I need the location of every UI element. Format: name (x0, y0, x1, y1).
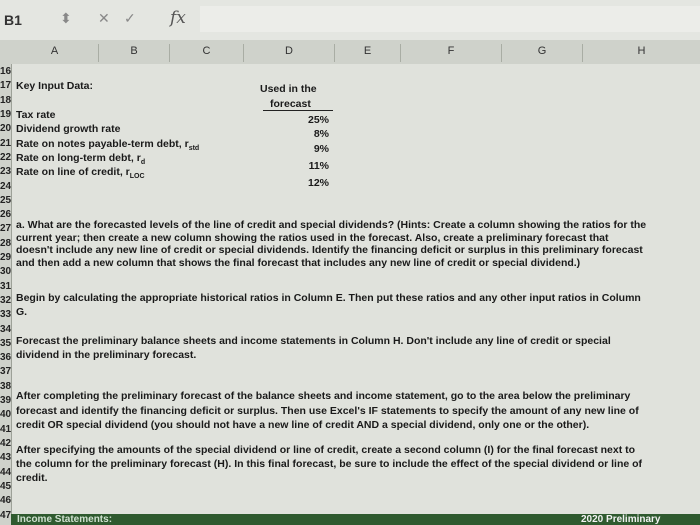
label-text: Rate on long-term debt, r (16, 152, 141, 164)
row-number[interactable]: 45 (0, 481, 12, 492)
confirm-icon[interactable]: ✓ (124, 10, 136, 26)
cancel-icon[interactable]: ✕ (98, 10, 110, 26)
used-in-forecast-header: forecast (270, 98, 311, 110)
header-underline (263, 110, 333, 111)
label-text: Rate on line of credit, r (16, 166, 130, 178)
question-a-line: doesn't include any new line of credit or special dividends. Identify the financing deficit or surplus in this preliminary forecast (16, 244, 643, 256)
subscript: d (140, 159, 146, 167)
preliminary-2020-label: 2020 Preliminary (581, 514, 661, 525)
row-number[interactable]: 35 (0, 338, 12, 349)
formula-bar (0, 0, 700, 41)
column-header-e[interactable]: E (335, 44, 401, 62)
instruction-historical-ratios: G. (16, 306, 28, 318)
instruction-preliminary-forecast: Forecast the preliminary balance sheets and income statements in Column H. Don't include any line of credit or special (16, 335, 611, 347)
row-number[interactable]: 23 (0, 166, 12, 177)
row-number[interactable]: 31 (0, 281, 12, 292)
column-header-f[interactable]: F (401, 44, 502, 62)
input-label-tax-rate: Tax rate (16, 109, 56, 121)
name-box[interactable]: B1 (4, 12, 22, 28)
instruction-final-forecast: the column for the preliminary forecast (H). In this final forecast, be sure to include the effect of the special dividend or line of (16, 458, 643, 470)
input-value-notes-payable-rate[interactable]: 9% (313, 143, 329, 155)
label-text: Rate on notes payable-term debt, r (16, 138, 189, 150)
column-header-g[interactable]: G (502, 44, 583, 62)
instruction-final-forecast: After specifying the amounts of the special dividend or line of credit, create a second column (I) for the final forecast next to (16, 444, 636, 456)
row-number[interactable]: 42 (0, 438, 12, 449)
instruction-financing-deficit: After completing the preliminary forecast of the balance sheets and income statement, go to the area below the preliminary (16, 390, 631, 402)
row-number[interactable]: 34 (0, 324, 12, 335)
column-header-a[interactable]: A (11, 44, 99, 62)
column-header-d[interactable]: D (244, 44, 335, 62)
row-number[interactable]: 16 (0, 66, 12, 77)
column-header-h[interactable]: H (637, 45, 646, 57)
row-number[interactable]: 41 (0, 424, 12, 435)
question-a-line: a. What are the forecasted levels of the line of credit and special dividends? (Hints: Create a column showing the ratios for the (16, 219, 647, 231)
row-number[interactable]: 46 (0, 495, 12, 506)
input-label-line-of-credit-rate (16, 166, 145, 183)
input-label-dividend-growth: Dividend growth rate (16, 123, 121, 135)
formula-input[interactable] (200, 6, 700, 32)
instruction-preliminary-forecast: dividend in the preliminary forecast. (16, 349, 197, 361)
instruction-final-forecast: credit. (16, 472, 48, 484)
row-number[interactable]: 38 (0, 381, 12, 392)
row-number[interactable]: 26 (0, 209, 12, 220)
row-number[interactable]: 47 (0, 510, 12, 521)
column-headers (0, 40, 700, 65)
question-a-line: current year; then create a new column showing the ratios used in the forecast. Also, create a preliminary forecast that (16, 232, 609, 244)
instruction-financing-deficit: forecast and identify the financing deficit or surplus. Then use Excel's IF statements to specify the amount of any new line of (16, 405, 639, 417)
row-number[interactable]: 17 (0, 80, 12, 91)
row-number[interactable]: 21 (0, 138, 12, 149)
row-number[interactable]: 37 (0, 366, 12, 377)
subscript: LOC (129, 173, 145, 181)
row-number[interactable]: 18 (0, 95, 12, 106)
used-in-forecast-header: Used in the (260, 83, 317, 95)
question-a-line: and then add a new column that shows the final forecast that includes any new line of credit or special dividend.) (16, 257, 581, 269)
row-number[interactable]: 39 (0, 395, 12, 406)
row-number[interactable]: 36 (0, 352, 12, 363)
cell-grid[interactable] (0, 64, 700, 525)
row-number[interactable]: 43 (0, 452, 12, 463)
input-value-long-term-debt-rate[interactable]: 11% (308, 160, 329, 172)
row-number[interactable]: 25 (0, 195, 12, 206)
subscript: std (188, 145, 200, 153)
row-number[interactable]: 29 (0, 252, 12, 263)
row-number[interactable]: 28 (0, 238, 12, 249)
key-input-title: Key Input Data: (16, 80, 94, 92)
income-statements-band (11, 514, 700, 525)
column-header-b[interactable]: B (99, 44, 170, 62)
stepper-arrows-icon[interactable]: ⬍ (60, 10, 72, 26)
row-number[interactable]: 32 (0, 295, 12, 306)
row-number[interactable]: 27 (0, 223, 12, 234)
row-number[interactable]: 33 (0, 309, 12, 320)
row-number[interactable]: 24 (0, 181, 12, 192)
row-number[interactable]: 30 (0, 266, 12, 277)
row-number[interactable]: 19 (0, 109, 12, 120)
row-number[interactable]: 40 (0, 409, 12, 420)
row-number[interactable]: 20 (0, 123, 12, 134)
column-header-c[interactable]: C (170, 44, 244, 62)
row-number[interactable]: 22 (0, 152, 12, 163)
input-value-tax-rate[interactable]: 25% (307, 114, 329, 126)
instruction-historical-ratios: Begin by calculating the appropriate historical ratios in Column E. Then put these ratios and any other input ratios in Column (16, 292, 641, 304)
input-value-dividend-growth[interactable]: 8% (313, 128, 329, 140)
row-number[interactable]: 44 (0, 467, 12, 478)
instruction-financing-deficit: credit OR special dividend (you should not have a new line of credit AND a special dividend, only one or the other). (16, 419, 590, 431)
income-statements-label: Income Statements: (17, 514, 113, 525)
input-value-line-of-credit-rate[interactable]: 12% (307, 177, 329, 189)
function-icon[interactable]: fx (170, 8, 186, 28)
